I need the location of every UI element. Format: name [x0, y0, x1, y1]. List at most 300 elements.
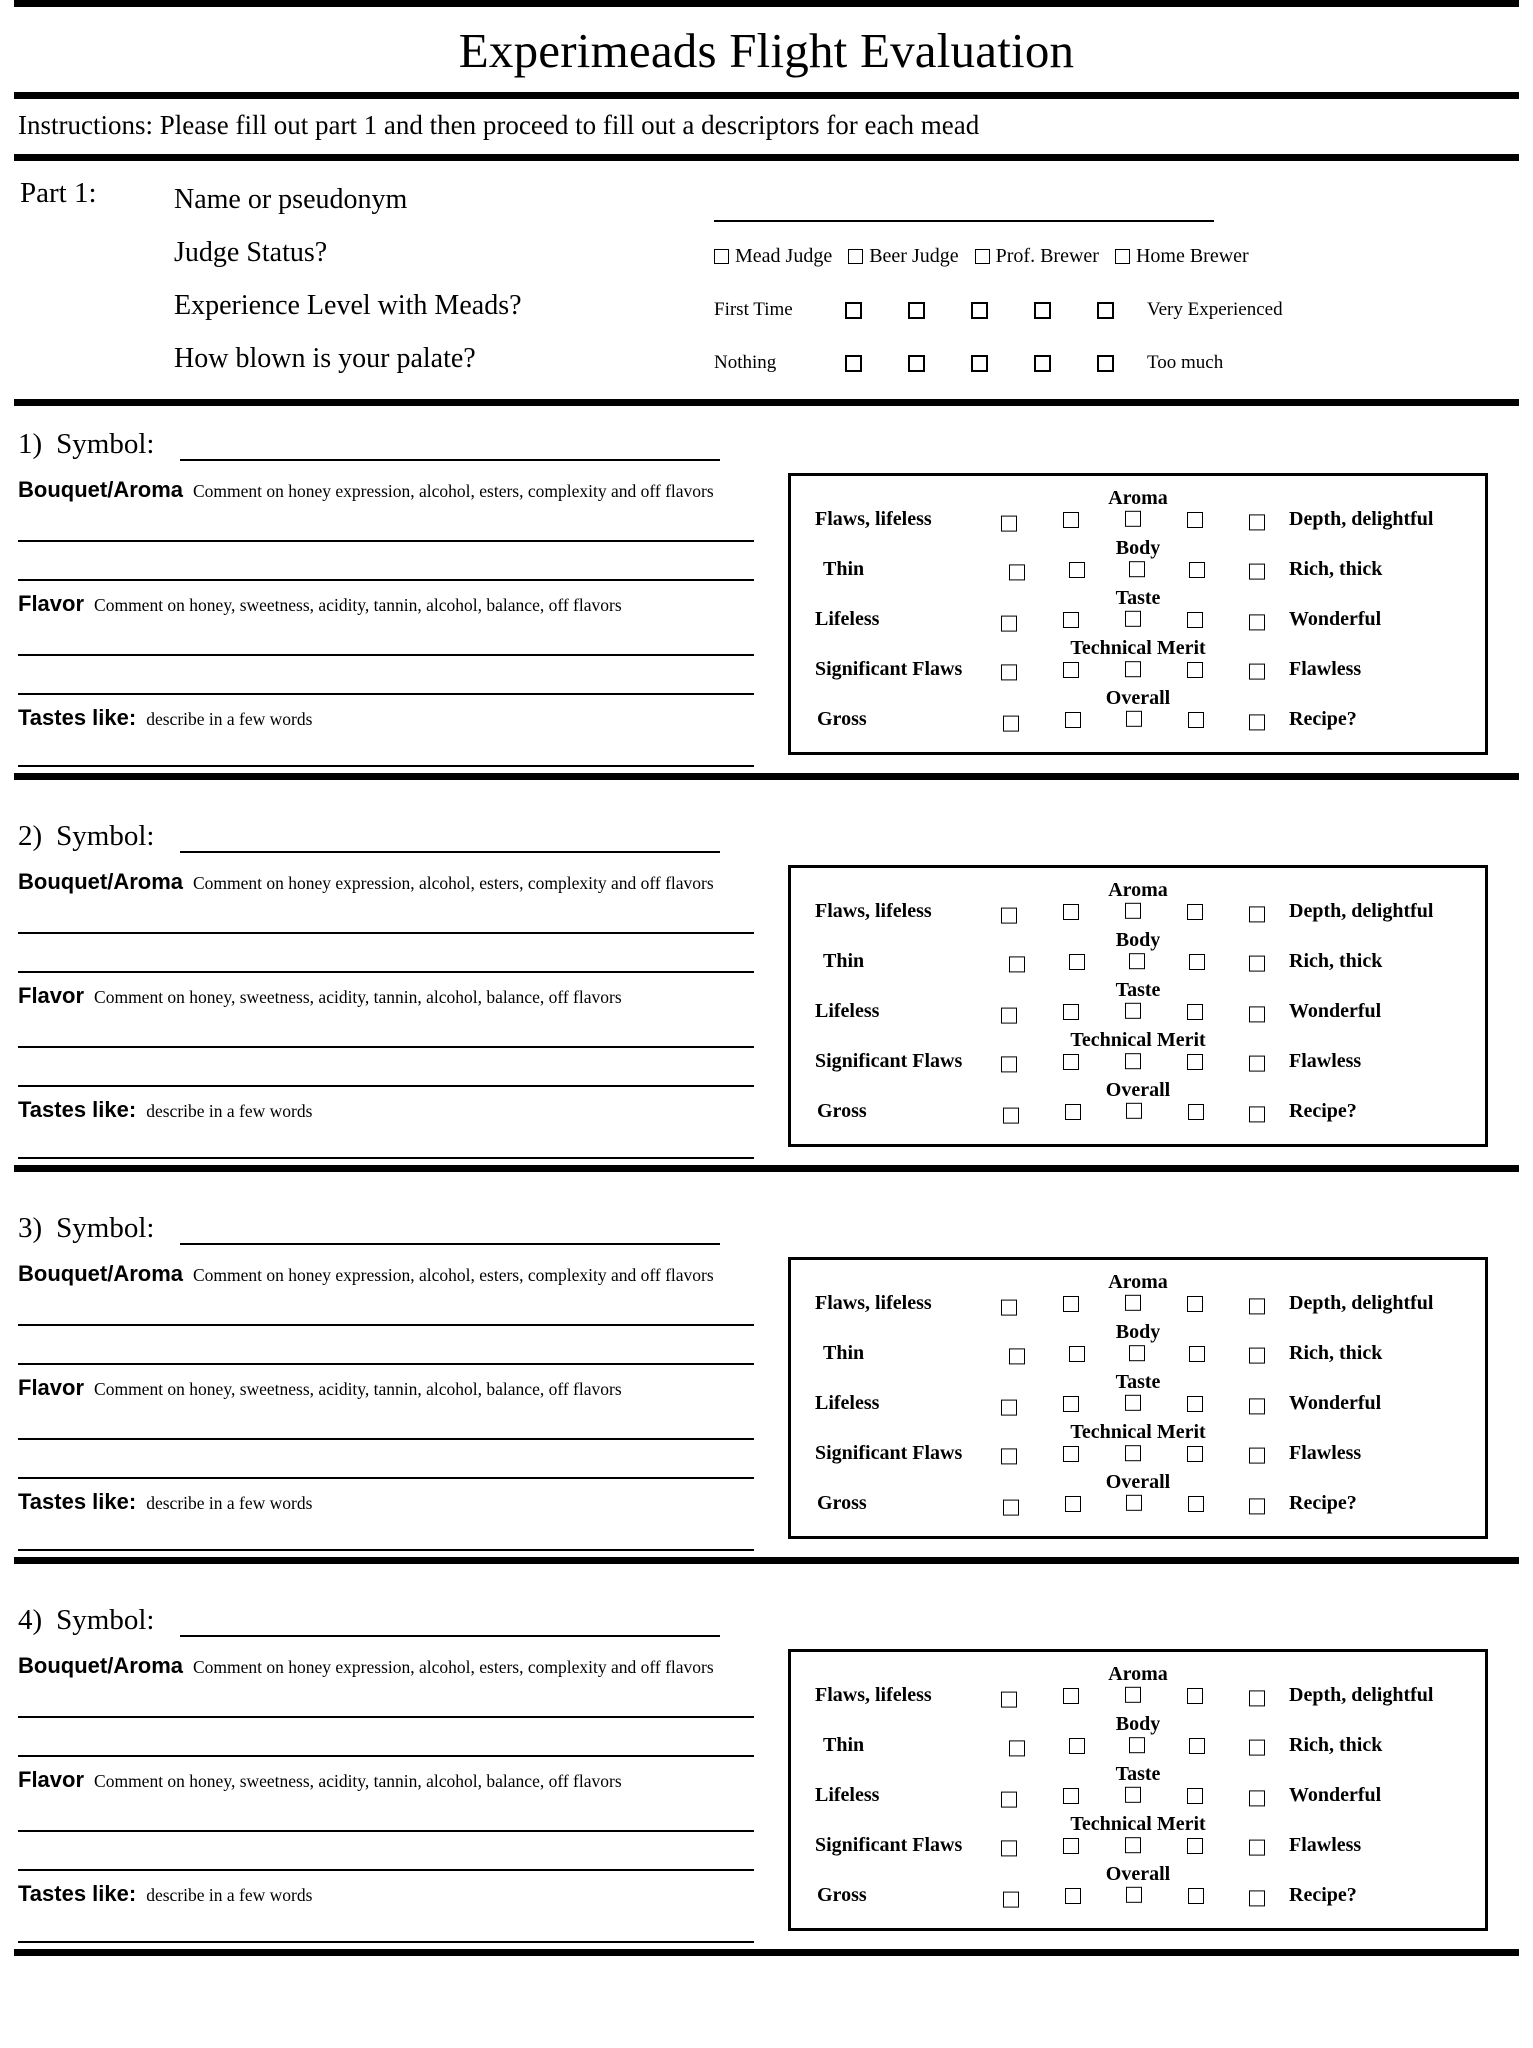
checkbox-icon[interactable] — [1187, 1838, 1203, 1854]
title-divider — [14, 92, 1519, 99]
mead-symbol-input-line[interactable] — [180, 1609, 720, 1637]
tastes-like-header — [18, 1881, 754, 1907]
bouquet-aroma-label: Bouquet/Aroma — [18, 868, 183, 894]
judge-status-option-home-brewer[interactable] — [1115, 230, 1249, 283]
score-checkbox-group[interactable] — [991, 1002, 1275, 1020]
bouquet-aroma-line-2[interactable] — [18, 1718, 754, 1757]
score-low-label: Thin — [823, 557, 865, 580]
bouquet-aroma-line-1[interactable] — [18, 1287, 754, 1326]
checkbox-icon[interactable] — [1129, 953, 1145, 969]
tastes-like-label: Tastes like: — [18, 1488, 137, 1514]
tastes-like-label: Tastes like: — [18, 704, 137, 730]
bouquet-aroma-hint: Comment on honey expression, alcohol, esters, complexity and off flavors — [193, 480, 714, 501]
checkbox-icon[interactable] — [1125, 1445, 1141, 1461]
score-low-label: Flaws, lifeless — [815, 1291, 932, 1314]
score-high-label: Recipe? — [1289, 707, 1357, 730]
judge-status-option-mead-judge[interactable] — [714, 230, 832, 283]
bouquet-aroma-label: Bouquet/Aroma — [18, 1260, 183, 1286]
score-row — [801, 1664, 1475, 1714]
checkbox-icon[interactable] — [971, 355, 988, 372]
flavor-header — [18, 983, 754, 1009]
mead-notes-column — [14, 1251, 754, 1551]
judge-status-option-prof-brewer[interactable] — [975, 230, 1099, 283]
checkbox-icon[interactable] — [1249, 663, 1265, 679]
checkbox-icon[interactable] — [1187, 1688, 1203, 1704]
checkbox-icon[interactable] — [1065, 712, 1081, 728]
score-row — [801, 688, 1475, 738]
checkbox-icon[interactable] — [1188, 1104, 1204, 1120]
checkbox-icon[interactable] — [1003, 715, 1019, 731]
judge-status-row — [714, 230, 1354, 283]
judge-status-label: Home Brewer — [1135, 244, 1249, 267]
score-low-label: Gross — [817, 1883, 867, 1906]
tastes-like-label: Tastes like: — [18, 1096, 137, 1122]
checkbox-icon[interactable] — [1249, 1739, 1265, 1755]
checkbox-icon[interactable] — [1187, 904, 1203, 920]
mead-section — [14, 1582, 1519, 1974]
score-high-label: Recipe? — [1289, 1883, 1357, 1906]
checkbox-icon[interactable] — [1069, 954, 1085, 970]
score-category-label: Aroma — [1108, 486, 1168, 509]
mead-score-box — [788, 1257, 1488, 1539]
score-category-label: Taste — [1115, 978, 1161, 1001]
score-low-label: Flaws, lifeless — [815, 507, 932, 530]
checkbox-icon[interactable] — [1129, 1737, 1145, 1753]
checkbox-icon[interactable] — [1187, 662, 1203, 678]
question-experience: Experience Level with Meads? — [174, 289, 522, 321]
score-low-label: Significant Flaws — [815, 1049, 963, 1072]
score-low-label: Gross — [817, 1491, 867, 1514]
mead-section — [14, 798, 1519, 1190]
checkbox-icon[interactable] — [1069, 1738, 1085, 1754]
checkbox-icon[interactable] — [1249, 1447, 1265, 1463]
checkbox-icon[interactable] — [908, 355, 925, 372]
flavor-label: Flavor — [18, 590, 85, 616]
judge-status-label: Mead Judge — [735, 244, 833, 267]
checkbox-icon[interactable] — [1249, 906, 1265, 922]
mead-symbol-label: Symbol: — [56, 427, 155, 460]
score-checkbox-group[interactable] — [999, 560, 1275, 578]
judge-status-label: Prof. Brewer — [995, 244, 1099, 267]
checkbox-icon[interactable] — [848, 249, 863, 264]
score-low-label: Gross — [817, 707, 867, 730]
checkbox-icon[interactable] — [1249, 1347, 1265, 1363]
checkbox-icon[interactable] — [1188, 712, 1204, 728]
checkbox-icon[interactable] — [1034, 302, 1051, 319]
score-row — [801, 1764, 1475, 1814]
bouquet-aroma-line-1[interactable] — [18, 1679, 754, 1718]
checkbox-icon[interactable] — [908, 302, 925, 319]
flavor-header — [18, 1767, 754, 1793]
checkbox-icon[interactable] — [1189, 562, 1205, 578]
score-high-label: Flawless — [1289, 657, 1362, 680]
checkbox-icon[interactable] — [1063, 1396, 1079, 1412]
score-checkbox-group[interactable] — [991, 1786, 1275, 1804]
mead-symbol-row — [14, 1592, 1519, 1643]
mead-divider — [14, 773, 1519, 780]
checkbox-icon[interactable] — [1009, 1348, 1025, 1364]
checkbox-icon[interactable] — [1009, 564, 1025, 580]
score-checkbox-group[interactable] — [991, 660, 1275, 678]
score-row — [801, 1322, 1475, 1372]
checkbox-icon[interactable] — [1063, 1004, 1079, 1020]
experience-low-label: First Time — [714, 298, 793, 320]
mead-symbol-label: Symbol: — [56, 1211, 155, 1244]
checkbox-icon[interactable] — [1126, 710, 1142, 726]
checkbox-icon[interactable] — [1001, 1007, 1017, 1023]
score-row — [801, 980, 1475, 1030]
mead-symbol-row — [14, 416, 1519, 467]
score-low-label: Flaws, lifeless — [815, 1683, 932, 1706]
checkbox-icon[interactable] — [714, 249, 729, 264]
tastes-like-hint: describe in a few words — [146, 1100, 313, 1121]
score-checkbox-group[interactable] — [991, 1686, 1275, 1704]
checkbox-icon[interactable] — [1125, 1837, 1141, 1853]
checkbox-icon[interactable] — [1097, 355, 1114, 372]
checkbox-icon[interactable] — [1097, 302, 1114, 319]
bouquet-aroma-header — [18, 869, 754, 895]
bouquet-aroma-line-2[interactable] — [18, 934, 754, 973]
tastes-like-header — [18, 705, 754, 731]
tastes-like-header — [18, 1097, 754, 1123]
checkbox-icon[interactable] — [1003, 1107, 1019, 1123]
instructions-divider — [14, 154, 1519, 161]
tastes-like-line-1[interactable] — [18, 731, 754, 767]
checkbox-icon[interactable] — [1125, 510, 1141, 526]
tastes-like-hint: describe in a few words — [146, 1492, 313, 1513]
score-high-label: Depth, delightful — [1289, 507, 1434, 530]
bouquet-aroma-line-2[interactable] — [18, 542, 754, 581]
checkbox-icon[interactable] — [1125, 1053, 1141, 1069]
checkbox-icon[interactable] — [1125, 661, 1141, 677]
part-1-section — [14, 161, 1519, 399]
score-category-label: Body — [1115, 1320, 1161, 1343]
score-row — [801, 588, 1475, 638]
mead-symbol-label: Symbol: — [56, 1603, 155, 1636]
flavor-header — [18, 1375, 754, 1401]
score-high-label: Wonderful — [1289, 607, 1382, 630]
checkbox-icon[interactable] — [1001, 615, 1017, 631]
checkbox-icon[interactable] — [1001, 1448, 1017, 1464]
score-category-label: Overall — [1105, 1470, 1171, 1493]
checkbox-icon[interactable] — [1187, 1446, 1203, 1462]
experience-scale[interactable] — [822, 283, 1137, 336]
score-category-label: Technical Merit — [1070, 1028, 1206, 1051]
palate-scale[interactable] — [822, 336, 1137, 389]
checkbox-icon[interactable] — [1249, 1839, 1265, 1855]
checkbox-icon[interactable] — [1188, 1888, 1204, 1904]
checkbox-icon[interactable] — [1001, 1056, 1017, 1072]
score-checkbox-group[interactable] — [991, 510, 1275, 528]
score-high-label: Depth, delightful — [1289, 899, 1434, 922]
checkbox-icon[interactable] — [1187, 1396, 1203, 1412]
score-category-label: Aroma — [1108, 1270, 1168, 1293]
checkbox-icon[interactable] — [1249, 1498, 1265, 1514]
checkbox-icon[interactable] — [1069, 562, 1085, 578]
checkbox-icon[interactable] — [1001, 1791, 1017, 1807]
mead-divider — [14, 1949, 1519, 1956]
flavor-line-1[interactable] — [18, 1401, 754, 1440]
checkbox-icon[interactable] — [1249, 1790, 1265, 1806]
checkbox-icon[interactable] — [1187, 1004, 1203, 1020]
checkbox-icon[interactable] — [1126, 1102, 1142, 1118]
score-checkbox-group[interactable] — [991, 1294, 1275, 1312]
flavor-line-1[interactable] — [18, 617, 754, 656]
score-category-label: Overall — [1105, 1078, 1171, 1101]
score-checkbox-group[interactable] — [991, 1836, 1275, 1854]
score-checkbox-group[interactable] — [991, 610, 1275, 628]
checkbox-icon[interactable] — [845, 302, 862, 319]
checkbox-icon[interactable] — [1249, 1106, 1265, 1122]
flavor-hint: Comment on honey, sweetness, acidity, tannin, alcohol, balance, off flavors — [94, 986, 622, 1007]
bouquet-aroma-label: Bouquet/Aroma — [18, 476, 183, 502]
flavor-hint: Comment on honey, sweetness, acidity, tannin, alcohol, balance, off flavors — [94, 1378, 622, 1399]
score-row — [801, 1472, 1475, 1522]
checkbox-icon[interactable] — [1187, 1788, 1203, 1804]
score-row — [801, 880, 1475, 930]
experience-high-label: Very Experienced — [1147, 298, 1283, 320]
checkbox-icon[interactable] — [1249, 955, 1265, 971]
flavor-line-1[interactable] — [18, 1793, 754, 1832]
checkbox-icon[interactable] — [1125, 1786, 1141, 1802]
checkbox-icon[interactable] — [1249, 514, 1265, 530]
checkbox-icon[interactable] — [975, 249, 990, 264]
bouquet-aroma-line-1[interactable] — [18, 503, 754, 542]
score-row — [801, 488, 1475, 538]
mead-number: 3) — [18, 1211, 43, 1244]
bouquet-aroma-line-1[interactable] — [18, 895, 754, 934]
score-category-label: Body — [1115, 928, 1161, 951]
checkbox-icon[interactable] — [1188, 1496, 1204, 1512]
bouquet-aroma-header — [18, 1653, 754, 1679]
score-low-label: Flaws, lifeless — [815, 899, 932, 922]
score-checkbox-group[interactable] — [999, 1736, 1275, 1754]
checkbox-icon[interactable] — [1249, 714, 1265, 730]
palate-high-label: Too much — [1147, 351, 1224, 373]
checkbox-icon[interactable] — [1063, 1446, 1079, 1462]
score-high-label: Rich, thick — [1289, 557, 1383, 580]
checkbox-icon[interactable] — [1129, 561, 1145, 577]
score-low-label: Gross — [817, 1099, 867, 1122]
flavor-line-2[interactable] — [18, 1440, 754, 1479]
score-category-label: Aroma — [1108, 878, 1168, 901]
checkbox-icon[interactable] — [1249, 1890, 1265, 1906]
mead-number: 2) — [18, 819, 43, 852]
tastes-like-line-1[interactable] — [18, 1515, 754, 1551]
checkbox-icon[interactable] — [1187, 512, 1203, 528]
checkbox-icon[interactable] — [1125, 1394, 1141, 1410]
bouquet-aroma-line-2[interactable] — [18, 1326, 754, 1365]
checkbox-icon[interactable] — [971, 302, 988, 319]
mead-score-box — [788, 473, 1488, 755]
score-row — [801, 930, 1475, 980]
checkbox-icon[interactable] — [1009, 1740, 1025, 1756]
checkbox-icon[interactable] — [1001, 1299, 1017, 1315]
flavor-line-2[interactable] — [18, 1048, 754, 1087]
checkbox-icon[interactable] — [1063, 662, 1079, 678]
checkbox-icon[interactable] — [1065, 1104, 1081, 1120]
mead-notes-column — [14, 467, 754, 767]
judge-status-option-beer-judge[interactable] — [848, 230, 958, 283]
checkbox-icon[interactable] — [1249, 1690, 1265, 1706]
checkbox-icon[interactable] — [1063, 612, 1079, 628]
score-category-label: Overall — [1105, 1862, 1171, 1885]
mead-symbol-input-line[interactable] — [180, 825, 720, 853]
checkbox-icon[interactable] — [1129, 1345, 1145, 1361]
score-low-label: Thin — [823, 949, 865, 972]
checkbox-icon[interactable] — [1187, 1054, 1203, 1070]
score-row — [801, 1814, 1475, 1864]
checkbox-icon[interactable] — [1115, 249, 1130, 264]
score-row — [801, 1080, 1475, 1130]
mead-number: 4) — [18, 1603, 43, 1636]
mead-symbol-input-line[interactable] — [180, 433, 720, 461]
score-row — [801, 638, 1475, 688]
checkbox-icon[interactable] — [1125, 902, 1141, 918]
page-title: Experimeads Flight Evaluation — [458, 23, 1075, 78]
checkbox-icon[interactable] — [1189, 954, 1205, 970]
checkbox-icon[interactable] — [1249, 1398, 1265, 1414]
score-category-label: Taste — [1115, 1762, 1161, 1785]
flavor-hint: Comment on honey, sweetness, acidity, tannin, alcohol, balance, off flavors — [94, 594, 622, 615]
score-high-label: Wonderful — [1289, 999, 1382, 1022]
score-checkbox-group[interactable] — [991, 902, 1275, 920]
score-high-label: Recipe? — [1289, 1491, 1357, 1514]
flavor-line-1[interactable] — [18, 1009, 754, 1048]
mead-divider — [14, 1557, 1519, 1564]
checkbox-icon[interactable] — [1249, 614, 1265, 630]
checkbox-icon[interactable] — [1187, 1296, 1203, 1312]
score-high-label: Rich, thick — [1289, 1733, 1383, 1756]
mead-score-box — [788, 1649, 1488, 1931]
checkbox-icon[interactable] — [1001, 1691, 1017, 1707]
part-1-divider — [14, 399, 1519, 406]
score-category-label: Overall — [1105, 686, 1171, 709]
question-judge-status: Judge Status? — [174, 236, 328, 268]
score-row — [801, 1714, 1475, 1764]
tastes-like-label: Tastes like: — [18, 1880, 137, 1906]
tastes-like-line-1[interactable] — [18, 1907, 754, 1943]
part-1-questions — [174, 173, 694, 385]
score-checkbox-group[interactable] — [993, 1886, 1275, 1904]
score-category-label: Taste — [1115, 1370, 1161, 1393]
score-low-label: Lifeless — [815, 607, 880, 630]
question-palate: How blown is your palate? — [174, 342, 476, 374]
checkbox-icon[interactable] — [1063, 1788, 1079, 1804]
tastes-like-line-1[interactable] — [18, 1123, 754, 1159]
checkbox-icon[interactable] — [1126, 1886, 1142, 1902]
score-category-label: Body — [1115, 536, 1161, 559]
score-row — [801, 1272, 1475, 1322]
palate-low-label: Nothing — [714, 351, 777, 373]
score-checkbox-group[interactable] — [993, 1494, 1275, 1512]
checkbox-icon[interactable] — [1034, 355, 1051, 372]
score-category-label: Aroma — [1108, 1662, 1168, 1685]
score-low-label: Significant Flaws — [815, 657, 963, 680]
checkbox-icon[interactable] — [1063, 1296, 1079, 1312]
score-low-label: Lifeless — [815, 1783, 880, 1806]
score-checkbox-group[interactable] — [999, 1344, 1275, 1362]
checkbox-icon[interactable] — [1063, 1838, 1079, 1854]
checkbox-icon[interactable] — [1189, 1346, 1205, 1362]
checkbox-icon[interactable] — [1249, 1298, 1265, 1314]
checkbox-icon[interactable] — [1063, 512, 1079, 528]
checkbox-icon[interactable] — [1001, 515, 1017, 531]
experience-row — [714, 283, 1354, 336]
checkbox-icon[interactable] — [1001, 1399, 1017, 1415]
checkbox-icon[interactable] — [1065, 1888, 1081, 1904]
checkbox-icon[interactable] — [1063, 1688, 1079, 1704]
score-checkbox-group[interactable] — [991, 1444, 1275, 1462]
score-checkbox-group[interactable] — [993, 710, 1275, 728]
score-high-label: Rich, thick — [1289, 949, 1383, 972]
name-input-line[interactable] — [714, 184, 1214, 222]
bouquet-aroma-hint: Comment on honey expression, alcohol, esters, complexity and off flavors — [193, 872, 714, 893]
bouquet-aroma-hint: Comment on honey expression, alcohol, esters, complexity and off flavors — [193, 1264, 714, 1285]
score-high-label: Rich, thick — [1289, 1341, 1383, 1364]
flavor-label: Flavor — [18, 1766, 85, 1792]
score-high-label: Wonderful — [1289, 1783, 1382, 1806]
checkbox-icon[interactable] — [1126, 1494, 1142, 1510]
checkbox-icon[interactable] — [1249, 563, 1265, 579]
score-category-label: Technical Merit — [1070, 1812, 1206, 1835]
flavor-line-2[interactable] — [18, 656, 754, 695]
checkbox-icon[interactable] — [1187, 612, 1203, 628]
score-checkbox-group[interactable] — [999, 952, 1275, 970]
checkbox-icon[interactable] — [1069, 1346, 1085, 1362]
score-low-label: Lifeless — [815, 999, 880, 1022]
mead-sections — [14, 406, 1519, 1974]
flavor-line-2[interactable] — [18, 1832, 754, 1871]
checkbox-icon[interactable] — [1125, 610, 1141, 626]
checkbox-icon[interactable] — [1249, 1055, 1265, 1071]
checkbox-icon[interactable] — [1125, 1686, 1141, 1702]
score-checkbox-group[interactable] — [991, 1394, 1275, 1412]
score-high-label: Depth, delightful — [1289, 1291, 1434, 1314]
flavor-hint: Comment on honey, sweetness, acidity, tannin, alcohol, balance, off flavors — [94, 1770, 622, 1791]
checkbox-icon[interactable] — [1249, 1006, 1265, 1022]
checkbox-icon[interactable] — [1001, 1840, 1017, 1856]
score-high-label: Recipe? — [1289, 1099, 1357, 1122]
checkbox-icon[interactable] — [1001, 664, 1017, 680]
checkbox-icon[interactable] — [1125, 1002, 1141, 1018]
judge-status-label: Beer Judge — [869, 244, 959, 267]
checkbox-icon[interactable] — [1003, 1499, 1019, 1515]
checkbox-icon[interactable] — [1189, 1738, 1205, 1754]
tastes-like-hint: describe in a few words — [146, 1884, 313, 1905]
top-divider — [14, 0, 1519, 7]
checkbox-icon[interactable] — [845, 355, 862, 372]
flavor-label: Flavor — [18, 1374, 85, 1400]
score-checkbox-group[interactable] — [993, 1102, 1275, 1120]
checkbox-icon[interactable] — [1063, 904, 1079, 920]
score-row — [801, 1372, 1475, 1422]
mead-section — [14, 406, 1519, 798]
flavor-label: Flavor — [18, 982, 85, 1008]
mead-notes-column — [14, 859, 754, 1159]
tastes-like-hint: describe in a few words — [146, 708, 313, 729]
score-low-label: Significant Flaws — [815, 1833, 963, 1856]
score-checkbox-group[interactable] — [991, 1052, 1275, 1070]
checkbox-icon[interactable] — [1003, 1891, 1019, 1907]
checkbox-icon[interactable] — [1063, 1054, 1079, 1070]
mead-section — [14, 1190, 1519, 1582]
checkbox-icon[interactable] — [1001, 907, 1017, 923]
checkbox-icon[interactable] — [1065, 1496, 1081, 1512]
checkbox-icon[interactable] — [1125, 1294, 1141, 1310]
checkbox-icon[interactable] — [1009, 956, 1025, 972]
mead-symbol-input-line[interactable] — [180, 1217, 720, 1245]
